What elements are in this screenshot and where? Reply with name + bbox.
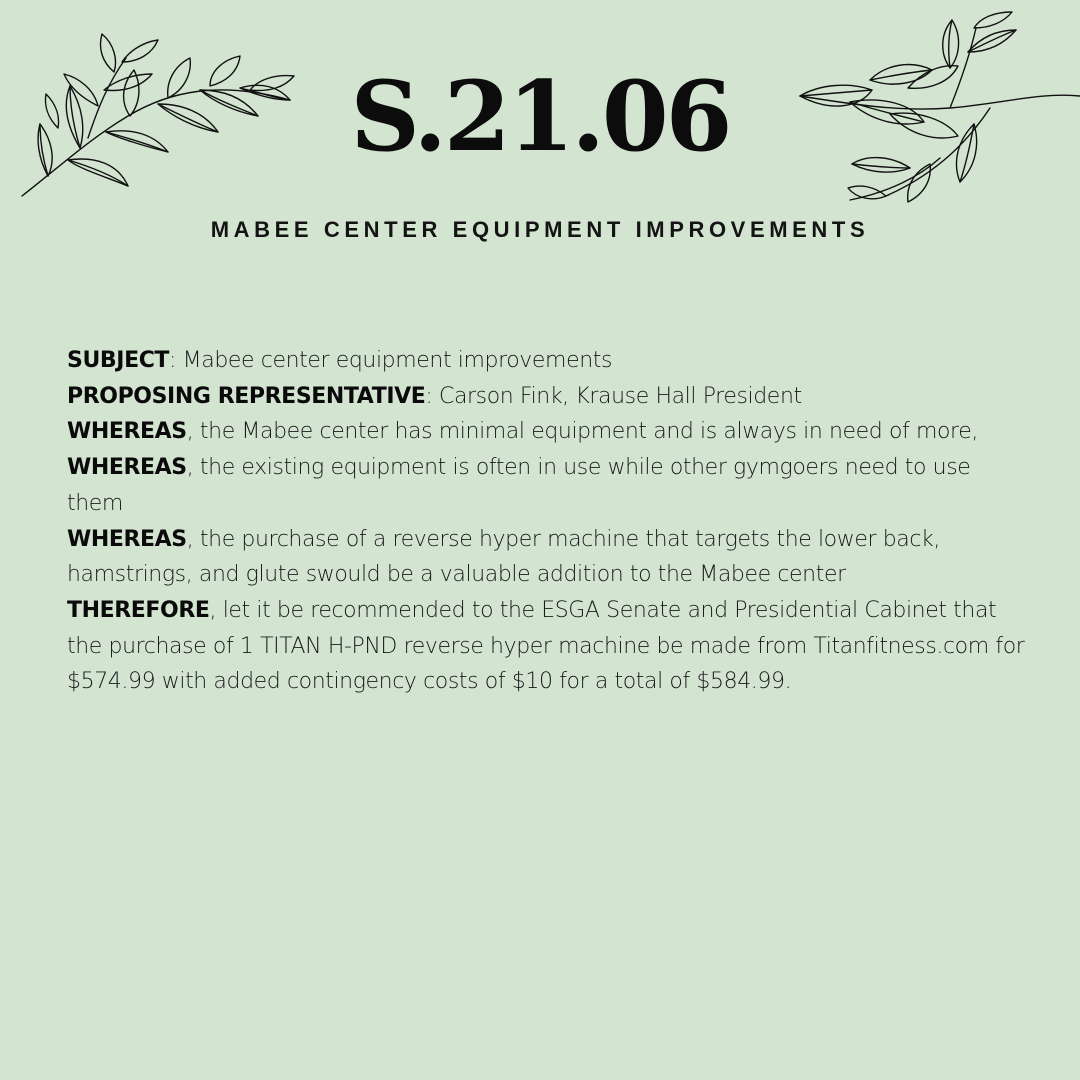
whereas-clause-2 xyxy=(67,450,1027,521)
whereas-clause-1 xyxy=(67,414,1027,450)
therefore-clause xyxy=(67,593,1027,700)
whereas-label: WHEREAS xyxy=(67,455,187,481)
whereas-text: , the purchase of a reverse hyper machine that targets the lower back, hamstrings, and glute swould be a valuable addition to the Mabee center xyxy=(67,526,940,588)
whereas-label: WHEREAS xyxy=(67,419,187,445)
whereas-label: WHEREAS xyxy=(67,526,187,552)
whereas-clause-3 xyxy=(67,522,1027,593)
subject-text: : Mabee center equipment improvements xyxy=(169,348,613,373)
representative-label: PROPOSING REPRESENTATIVE xyxy=(67,383,426,409)
therefore-text: , let it be recommended to the ESGA Senate and Presidential Cabinet that the purchase of 1 TITAN H-PND reverse hyper machine be made from Titanfitness.com for $574.99 with added contingency costs of $10 for a total of $584.99. xyxy=(67,597,1025,695)
resolution-title: MABEE CENTER EQUIPMENT IMPROVEMENTS xyxy=(210,217,870,242)
resolution-body xyxy=(67,343,1027,700)
subject-label: SUBJECT xyxy=(67,348,170,373)
representative-line xyxy=(67,379,1027,415)
therefore-label: THEREFORE xyxy=(67,597,210,623)
whereas-text: , the existing equipment is often in use while other gymgoers need to use them xyxy=(67,455,971,516)
whereas-text: , the Mabee center has minimal equipment and is always in need of more, xyxy=(186,419,978,445)
representative-text: : Carson Fink, Krause Hall President xyxy=(425,383,802,409)
subject-line xyxy=(67,343,1027,379)
resolution-code: S.21.06 xyxy=(350,60,730,173)
